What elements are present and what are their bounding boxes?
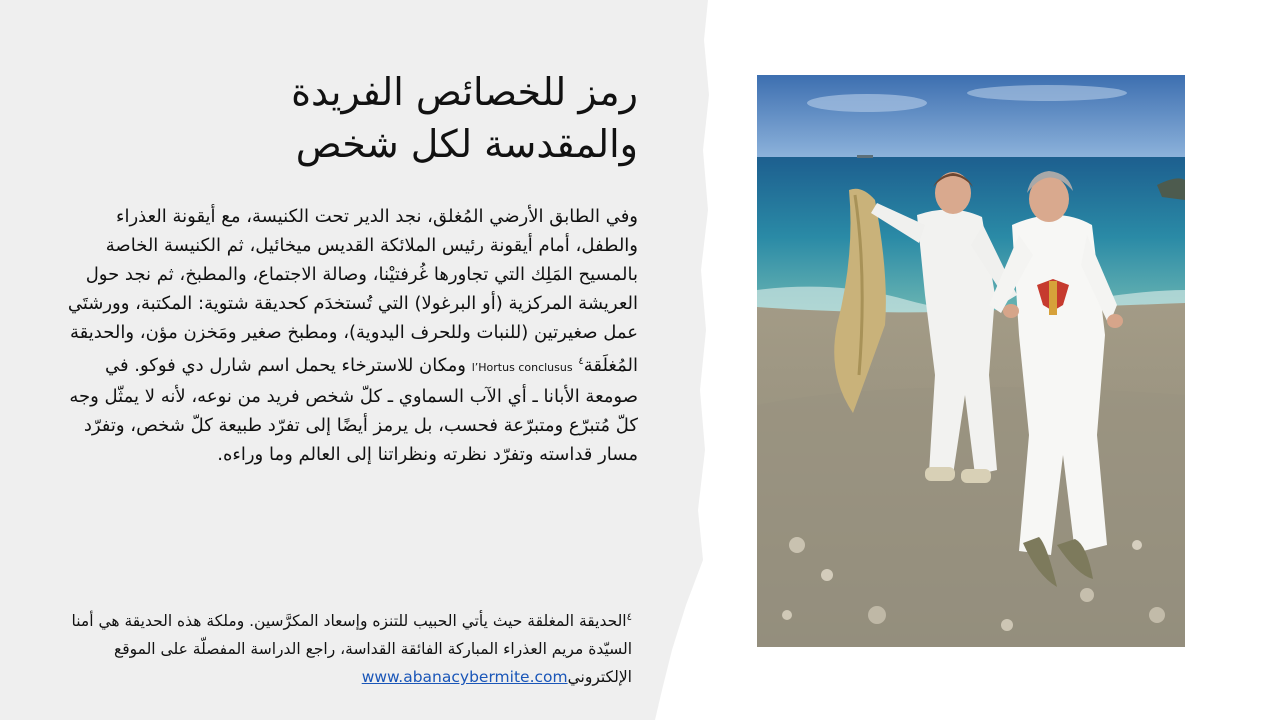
- footnote-mark: ٤: [626, 612, 632, 623]
- slide-title: رمز للخصائص الفريدة والمقدسة لكل شخص: [291, 70, 638, 166]
- footnote: [48, 604, 632, 691]
- body-paragraph: [48, 202, 638, 469]
- beach-photo: [757, 75, 1185, 647]
- latin-term: l’Hortus conclusus: [471, 361, 573, 374]
- footnote-reference: ٤: [578, 356, 584, 367]
- body-text-part-1: وفي الطابق الأرضي المُغلق، نجد الدير تحت الكنيسة، مع أيقونة العذراء والطفل، أمام أيقونة رئيس الملائكة القديس ميخائيل، ثم الكنيسة الخاصة بالمسيح المَلِك التي تجاورها غُرفتيْنا، وصالة الاجتماع، والمطبخ، ثم نجد حول العريشة المركزية (أو البرغولا) التي تُستخدَم كحديقة شتوية: المكتبة، وورشتَي عمل صغيرتين (للنبات وللحرف اليدوية)، ومطبخ صغير ومَخزن مؤن، والحديقة المُغلَقة: [67, 206, 638, 376]
- footnote-text: الحديقة المغلقة حيث يأتي الحبيب للتنزه وإسعاد المكرَّسين. وملكة هذه الحديقة هي أمنا السيّدة مريم العذراء المباركة الفائقة القداسة، راجع الدراسة المفصلّة على الموقع الإلكتروني: [71, 612, 632, 687]
- body-text-part-2: ومكان للاسترخاء يحمل اسم شارل دي فوكو. في صومعة الأبانا ـ أي الآب السماوي ـ كلّ شخص فريد من نوعه، لأنه لا يمثّل وجه كلّ مُتبرّع ومتبرّعة فحسب، بل يرمز أيضًا إلى تفرّد طبيعة كلّ شخص، وتفرّد مسار قداسته وتفرّد نظرته ونظراتنا إلى العالم وما وراءه.: [69, 355, 638, 465]
- website-link[interactable]: www.abanacybermite.com: [361, 668, 568, 687]
